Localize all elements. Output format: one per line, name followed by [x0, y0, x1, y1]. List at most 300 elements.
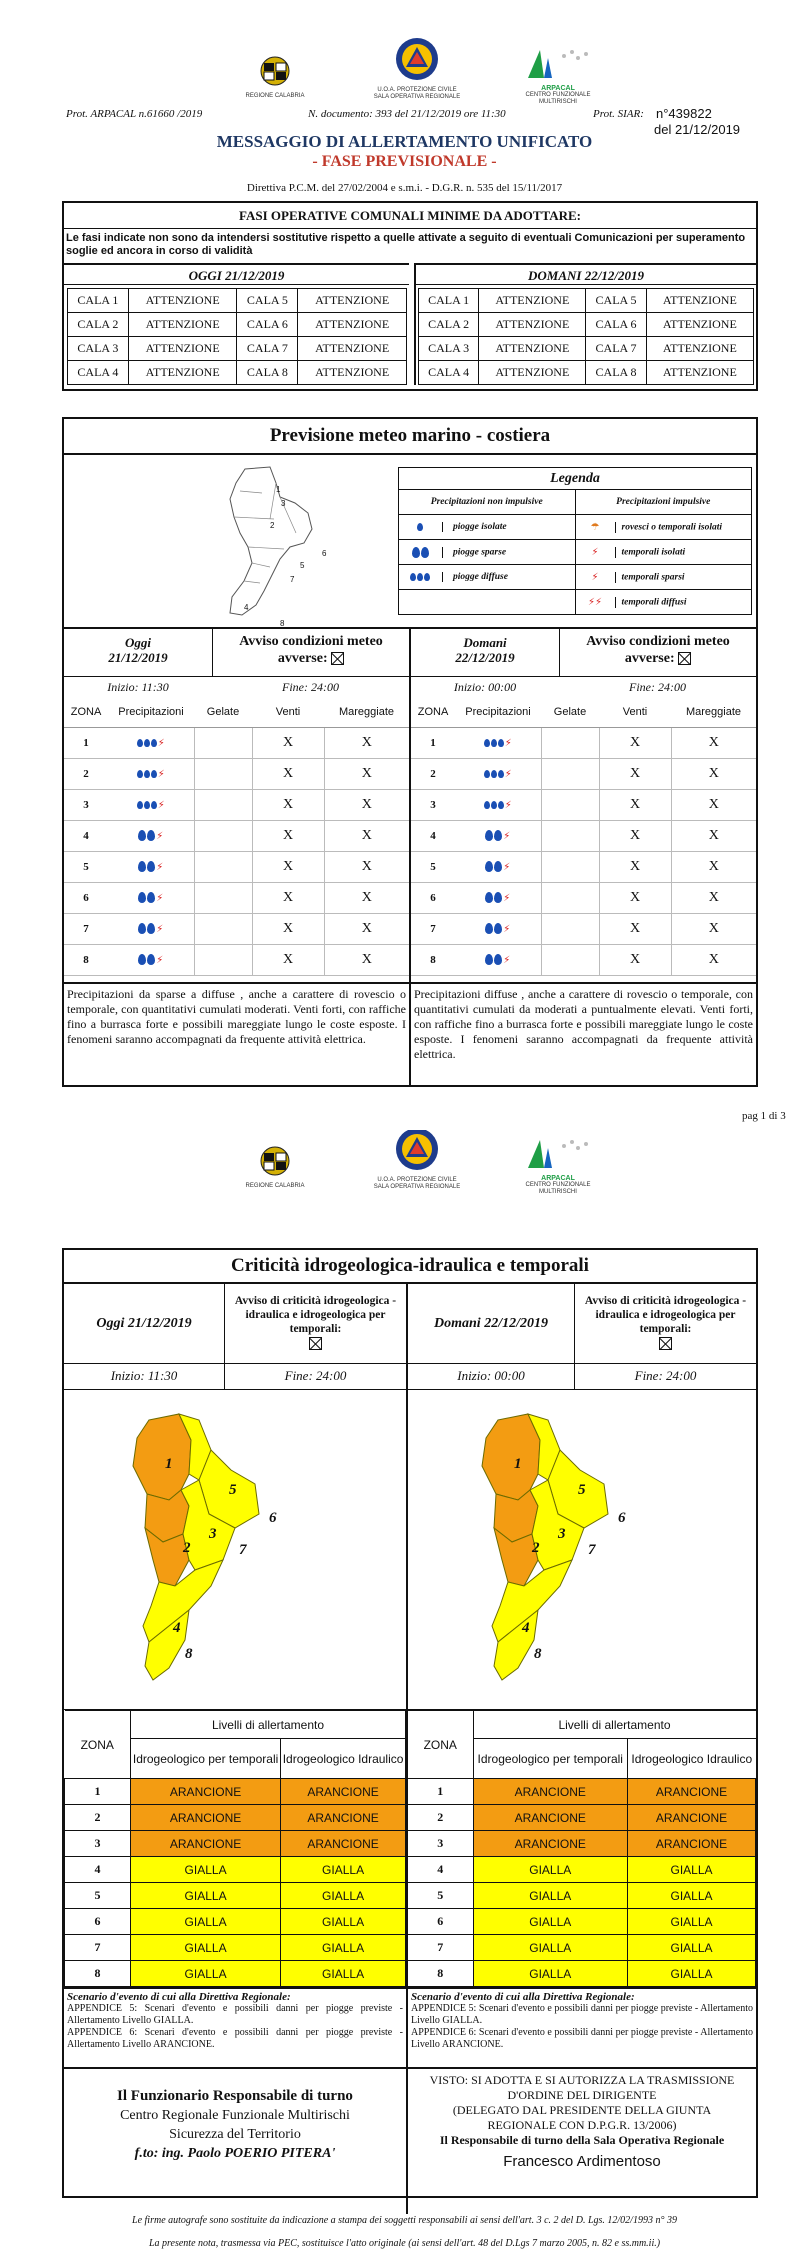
- legend-row: [399, 515, 752, 540]
- thunder-icon: ⚡⚡: [587, 596, 603, 608]
- meteo-zona: 8: [411, 944, 455, 975]
- prot-siar-label: Prot. SIAR:: [593, 108, 644, 120]
- fasi-zone: CALA 6: [237, 313, 298, 337]
- crit-row: [407, 1961, 756, 1987]
- drop-icon: [417, 573, 423, 581]
- crit-row: [65, 1909, 406, 1935]
- criticita-times-row: [64, 1364, 756, 1390]
- thunder-icon: ⚡: [504, 737, 512, 749]
- meteo-col-header: Mareggiate: [324, 697, 409, 727]
- meteo-gelate: [194, 758, 252, 789]
- fasi-zone: CALA 5: [586, 289, 646, 313]
- crit-level-b: GIALLA: [628, 1961, 756, 1987]
- meteo-zona: 3: [64, 789, 108, 820]
- meteo-row: [64, 820, 409, 851]
- meteo-venti: X: [252, 758, 324, 789]
- criticita-maps-row: [64, 1390, 756, 1710]
- crit-map-zone-label: 4: [173, 1620, 181, 1636]
- thunder-icon: ⚡: [504, 768, 512, 780]
- drop-icon: [137, 739, 143, 747]
- scenario-row: [64, 1987, 756, 2069]
- legend-col1-header: Precipitazioni non impulsive: [399, 490, 576, 515]
- legend-row: [399, 540, 752, 565]
- thunder-icon: ⚡: [591, 546, 599, 558]
- meteo-venti: X: [252, 820, 324, 851]
- scenario-title-domani: Scenario d'evento di cui alla Direttiva Regionale:: [411, 1991, 635, 2003]
- crit-zona: 3: [407, 1831, 473, 1857]
- drop-icon: [147, 892, 155, 903]
- meteo-gelate: [541, 727, 599, 758]
- thunder-icon: ⚡: [591, 571, 599, 583]
- map-zone-label: 7: [290, 575, 295, 584]
- meteo-precip-icons: [455, 789, 541, 820]
- meteo-row: [411, 913, 756, 944]
- meteo-precip-icons: [108, 820, 194, 851]
- crit-level-b: ARANCIONE: [628, 1805, 756, 1831]
- thunder-icon: ⚡: [156, 923, 164, 935]
- map-zone-label: 5: [300, 561, 305, 570]
- fasi-zone: CALA 7: [237, 337, 298, 361]
- meteo-venti: X: [252, 944, 324, 975]
- crit-level-a: GIALLA: [473, 1935, 628, 1961]
- prot-siar-date: del 21/12/2019: [654, 122, 741, 137]
- crit-livelli-header: Livelli di allertamento: [131, 1711, 406, 1739]
- drop-icon: [151, 801, 157, 809]
- legend-label: temporali sparsi: [621, 572, 685, 583]
- drop-icon: [494, 861, 502, 872]
- meteo-oggi-half: [64, 627, 409, 987]
- meteo-oggi-table: [64, 697, 409, 976]
- legend-row: [399, 590, 752, 615]
- crit-fine-domani: Fine: 24:00: [574, 1364, 756, 1389]
- crit-map-zone-label: 3: [209, 1526, 217, 1542]
- drop-icon: [484, 739, 490, 747]
- protezione-civile-logo: [362, 36, 472, 101]
- drop-icon: [412, 547, 420, 558]
- meteo-zona: 3: [411, 789, 455, 820]
- crit-level-b: ARANCIONE: [281, 1779, 406, 1805]
- regione-calabria-logo: [240, 54, 310, 100]
- meteo-precip-icons: [455, 882, 541, 913]
- crit-level-a: GIALLA: [131, 1909, 281, 1935]
- crit-zona: 6: [407, 1909, 473, 1935]
- drop-icon: [138, 830, 146, 841]
- fasi-domani-label: DOMANI 22/12/2019: [416, 263, 756, 285]
- visto-line6: Francesco Ardimentoso: [503, 2153, 661, 2170]
- fasi-title: FASI OPERATIVE COMUNALI MINIME DA ADOTTARE:: [64, 203, 756, 229]
- meteo-col-header: Gelate: [194, 697, 252, 727]
- regione-calabria-emblem-icon: [255, 1144, 295, 1178]
- fasi-zone: CALA 5: [237, 289, 298, 313]
- crit-level-b: GIALLA: [281, 1935, 406, 1961]
- meteo-gelate: [194, 789, 252, 820]
- meteo-row: [64, 789, 409, 820]
- map-zone-label: 2: [270, 521, 275, 530]
- meteo-row: [64, 913, 409, 944]
- meteo-col-header: ZONA: [64, 697, 108, 727]
- visto-line1: VISTO: SI ADOTTA E SI AUTORIZZA LA TRASMISSIONE: [429, 2073, 735, 2087]
- crit-level-b: ARANCIONE: [281, 1805, 406, 1831]
- n-documento: N. documento: 393 del 21/12/2019 ore 11:30: [308, 108, 506, 120]
- drop-icon: [485, 830, 493, 841]
- fasi-zone: CALA 2: [68, 313, 129, 337]
- fasi-operative-box: [62, 201, 758, 391]
- crit-zona-header: ZONA: [407, 1711, 473, 1779]
- crit-map-zone-label: 5: [578, 1482, 586, 1498]
- crit-map-zone-label: 1: [165, 1456, 173, 1472]
- crit-map-zone-label: 1: [514, 1456, 522, 1472]
- meteo-row: [64, 851, 409, 882]
- criticita-tables-row: [64, 1710, 756, 1987]
- funz-sign: f.to: ing. Paolo POERIO PITERA': [134, 2146, 336, 2161]
- drop-icon: [144, 770, 150, 778]
- crit-zona: 6: [65, 1909, 131, 1935]
- meteo-row: [411, 789, 756, 820]
- crit-domani-table: [406, 1710, 756, 1987]
- page-subtitle: - FASE PREVISIONALE -: [312, 153, 497, 170]
- meteo-zona: 2: [411, 758, 455, 789]
- criticita-header-row: [64, 1284, 756, 1364]
- drop-icon: [498, 739, 504, 747]
- meteo-domani-label: Domani: [463, 635, 507, 650]
- crit-level-a: GIALLA: [473, 1857, 628, 1883]
- crit-row: [65, 1857, 406, 1883]
- drop-icon: [485, 892, 493, 903]
- meteo-zona: 5: [64, 851, 108, 882]
- meteo-mareggiate: X: [671, 727, 756, 758]
- shower-icon: ☂: [590, 521, 600, 533]
- meteo-venti: X: [599, 882, 671, 913]
- crit-inizio-oggi: Inizio: 11:30: [110, 1368, 178, 1383]
- drop-icon: [144, 739, 150, 747]
- meteo-gelate: [194, 882, 252, 913]
- meteo-precip-icons: [455, 820, 541, 851]
- crit-level-a: GIALLA: [131, 1935, 281, 1961]
- crit-avviso-checkbox-icon: [659, 1337, 672, 1350]
- crit-zona: 2: [407, 1805, 473, 1831]
- legend-cell: [575, 515, 752, 540]
- meteo-gelate: [541, 758, 599, 789]
- fasi-phase: ATTENZIONE: [298, 313, 407, 337]
- prot-siar-value: n°439822: [656, 106, 712, 121]
- arpacal-emblem-icon: [518, 1134, 598, 1170]
- criticita-title: Criticità idrogeologica-idraulica e temporali: [64, 1250, 756, 1284]
- meteo-venti: X: [599, 944, 671, 975]
- fasi-zone: CALA 1: [68, 289, 129, 313]
- crit-level-b: GIALLA: [281, 1909, 406, 1935]
- calabria-risk-map-domani: [468, 1410, 648, 1700]
- thunder-icon: ⚡: [157, 737, 165, 749]
- meteo-precip-icons: [108, 851, 194, 882]
- meteo-row: [411, 820, 756, 851]
- meteo-row: [411, 758, 756, 789]
- fasi-zone: CALA 4: [419, 361, 479, 385]
- crit-domani-label: Domani 22/12/2019: [406, 1284, 574, 1363]
- meteo-venti: X: [252, 882, 324, 913]
- criticita-box: [62, 1248, 758, 2198]
- crit-col1-header: Idrogeologico per temporali: [473, 1739, 628, 1779]
- fasi-row: [419, 289, 754, 313]
- meteo-venti: X: [599, 789, 671, 820]
- meteo-mareggiate: X: [324, 944, 409, 975]
- meteo-mareggiate: X: [324, 727, 409, 758]
- drop-icon: [147, 923, 155, 934]
- drop-icon: [491, 770, 497, 778]
- legend-cell: [575, 590, 752, 615]
- map-zone-label: 6: [322, 549, 327, 558]
- meteo-precip-icons: [455, 944, 541, 975]
- logo-right-caption-1: ARPACAL: [541, 85, 575, 92]
- crit-row: [65, 1831, 406, 1857]
- meteo-mareggiate: X: [324, 789, 409, 820]
- crit-level-b: GIALLA: [281, 1883, 406, 1909]
- fasi-phase: ATTENZIONE: [646, 361, 753, 385]
- drop-icon: [494, 892, 502, 903]
- meteo-precip-icons: [108, 882, 194, 913]
- meteo-precip-icons: [455, 758, 541, 789]
- crit-avviso-checkbox-icon: [309, 1337, 322, 1350]
- scenario-app6-oggi: APPENDICE 6: Scenari d'evento e possibili danni per piogge previste - Allertamento Livello ARANCIONE.: [67, 2027, 403, 2050]
- meteo-title: Previsione meteo marino - costiera: [64, 419, 756, 455]
- meteo-venti: X: [599, 727, 671, 758]
- logo-bar-2: [0, 1130, 809, 1195]
- drop-icon: [484, 801, 490, 809]
- meteo-inizio-oggi: Inizio: 11:30: [107, 680, 169, 694]
- crit-zona: 5: [407, 1883, 473, 1909]
- fasi-zone: CALA 2: [419, 313, 479, 337]
- meteo-venti: X: [252, 913, 324, 944]
- fasi-phase: ATTENZIONE: [479, 313, 586, 337]
- crit-row: [65, 1779, 406, 1805]
- fasi-oggi-table: [67, 288, 407, 385]
- crit-zona: 1: [407, 1779, 473, 1805]
- fasi-zone: CALA 4: [68, 361, 129, 385]
- meteo-zona: 1: [64, 727, 108, 758]
- meteo-mareggiate: X: [671, 851, 756, 882]
- meteo-mareggiate: X: [324, 851, 409, 882]
- protezione-civile-emblem-icon: [394, 36, 440, 82]
- fasi-domani-table: [418, 288, 754, 385]
- meteo-desc-row: [64, 982, 756, 1085]
- logo-center-caption-2: SALA OPERATIVA REGIONALE: [373, 1184, 461, 1190]
- scenario-app5-oggi: APPENDICE 5: Scenari d'evento e possibili danni per piogge previste - Allertamento Livello GIALLA.: [67, 2003, 403, 2026]
- fasi-phase: ATTENZIONE: [298, 361, 407, 385]
- meteo-precip-icons: [455, 727, 541, 758]
- legend-label: piogge isolate: [453, 522, 507, 532]
- drop-icon: [485, 923, 493, 934]
- drop-icon: [410, 573, 416, 581]
- crit-map-zone-label: 5: [229, 1482, 237, 1498]
- crit-level-a: ARANCIONE: [473, 1831, 628, 1857]
- crit-level-b: ARANCIONE: [281, 1831, 406, 1857]
- meteo-precip-icons: [108, 789, 194, 820]
- crit-oggi-avviso: Avviso di criticità idrogeologica - idraulica e idrogeologica per temporali:: [234, 1295, 397, 1335]
- meteo-row: [411, 727, 756, 758]
- crit-level-a: ARANCIONE: [473, 1779, 628, 1805]
- crit-level-b: GIALLA: [281, 1857, 406, 1883]
- meteo-domani-table: [411, 697, 756, 976]
- fasi-zone: CALA 1: [419, 289, 479, 313]
- meteo-mareggiate: X: [671, 758, 756, 789]
- drop-icon: [498, 770, 504, 778]
- meteo-oggi-avviso-label: Avviso condizioni meteo avverse:: [239, 634, 383, 666]
- thunder-icon: ⚡: [503, 892, 511, 904]
- meteo-zona: 1: [411, 727, 455, 758]
- crit-zona: 8: [407, 1961, 473, 1987]
- crit-map-zone-label: 2: [532, 1540, 540, 1556]
- meteo-col-header: Venti: [252, 697, 324, 727]
- meteo-zona: 6: [411, 882, 455, 913]
- crit-domani-map-cell: [406, 1390, 756, 1709]
- drop-icon: [485, 954, 493, 965]
- fasi-row: [419, 337, 754, 361]
- crit-level-b: GIALLA: [628, 1857, 756, 1883]
- legend-cell: [399, 565, 576, 590]
- meteo-gelate: [194, 727, 252, 758]
- thunder-icon: ⚡: [503, 830, 511, 842]
- crit-row: [65, 1883, 406, 1909]
- meteo-oggi-label: Oggi: [125, 635, 151, 650]
- meteo-zona: 6: [64, 882, 108, 913]
- meteo-venti: X: [252, 789, 324, 820]
- crit-map-zone-label: 2: [183, 1540, 191, 1556]
- crit-map-zone-label: 3: [558, 1526, 566, 1542]
- crit-row: [407, 1935, 756, 1961]
- crit-map-zone-label: 8: [185, 1646, 193, 1662]
- meteo-gelate: [194, 851, 252, 882]
- meteo-precip-icons: [108, 758, 194, 789]
- scenario-title-oggi: Scenario d'evento di cui alla Direttiva Regionale:: [67, 1991, 291, 2003]
- crit-zona: 7: [65, 1935, 131, 1961]
- thunder-icon: ⚡: [503, 954, 511, 966]
- meteo-desc-oggi: Precipitazioni da sparse a diffuse , anche a carattere di rovescio o temporale, con quantitativi cumulati moderati. Venti forti, con raffiche fino a burrasca forte e possibili mareggiate lungo le coste esposte. I fenomeni saranno accompagnati da frequente attività elettrica.: [67, 987, 406, 1046]
- page-title: MESSAGGIO DI ALLERTAMENTO UNIFICATO: [216, 132, 593, 151]
- crit-level-a: GIALLA: [131, 1883, 281, 1909]
- drop-icon: [151, 770, 157, 778]
- calabria-outline-map: [200, 463, 350, 623]
- meteo-inizio-domani: Inizio: 00:00: [453, 680, 517, 694]
- fasi-phase: ATTENZIONE: [646, 313, 753, 337]
- calabria-risk-map-oggi: [119, 1410, 299, 1700]
- crit-map-zone-label: 7: [588, 1542, 596, 1558]
- meteo-row: [411, 851, 756, 882]
- meteo-col-header: Gelate: [541, 697, 599, 727]
- drop-icon: [494, 923, 502, 934]
- legend-cell: [399, 540, 576, 565]
- crit-level-a: ARANCIONE: [131, 1805, 281, 1831]
- drop-icon: [484, 770, 490, 778]
- meteo-domani-date: 22/12/2019: [455, 650, 515, 665]
- thunder-icon: ⚡: [156, 861, 164, 873]
- meteo-zona: 4: [64, 820, 108, 851]
- regione-calabria-emblem-icon: [255, 54, 295, 88]
- meteo-domani-half: [409, 627, 756, 987]
- meteo-col-header: Venti: [599, 697, 671, 727]
- crit-domani-avviso: Avviso di criticità idrogeologica - idraulica e idrogeologica per temporali:: [584, 1295, 747, 1335]
- meteo-precip-icons: [108, 727, 194, 758]
- arpacal-logo: [508, 44, 608, 106]
- visto-line2: D'ORDINE DEL DIRIGENTE: [507, 2088, 657, 2102]
- crit-level-a: ARANCIONE: [131, 1831, 281, 1857]
- legend-label: piogge diffuse: [453, 572, 508, 582]
- meteo-zona: 7: [64, 913, 108, 944]
- fasi-phase: ATTENZIONE: [128, 361, 237, 385]
- fasi-row: [68, 313, 407, 337]
- crit-level-b: ARANCIONE: [628, 1831, 756, 1857]
- thunder-icon: ⚡: [157, 799, 165, 811]
- crit-zona: 7: [407, 1935, 473, 1961]
- drop-icon: [137, 770, 143, 778]
- crit-zona: 3: [65, 1831, 131, 1857]
- arpacal-emblem-icon: [518, 44, 598, 80]
- meteo-mareggiate: X: [671, 882, 756, 913]
- avviso-checkbox-icon: [331, 652, 344, 665]
- crit-livelli-header: Livelli di allertamento: [473, 1711, 756, 1739]
- legend-row: [399, 565, 752, 590]
- drop-icon: [491, 801, 497, 809]
- fasi-phase: ATTENZIONE: [479, 361, 586, 385]
- crit-zona: 5: [65, 1883, 131, 1909]
- logo-right-caption-2: CENTRO FUNZIONALE MULTIRISCHI: [525, 1182, 591, 1195]
- meteo-mareggiate: X: [671, 913, 756, 944]
- fasi-note: Le fasi indicate non sono da intendersi sostitutive rispetto a quelle attivate a seguito di eventuali Comunicazioni per superamento soglie ed ancora in corso di validità: [66, 232, 746, 257]
- meteo-zona: 4: [411, 820, 455, 851]
- meteo-gelate: [194, 944, 252, 975]
- fasi-oggi-block: [64, 263, 409, 385]
- visto-line4: REGIONALE CON D.P.G.R. 13/2006): [487, 2118, 677, 2132]
- meteo-fine-domani: Fine: 24:00: [629, 680, 686, 694]
- crit-row: [65, 1805, 406, 1831]
- crit-level-b: ARANCIONE: [628, 1779, 756, 1805]
- fasi-phase: ATTENZIONE: [479, 289, 586, 313]
- fasi-oggi-label: OGGI 21/12/2019: [64, 263, 409, 285]
- legend-label: temporali isolati: [621, 547, 686, 558]
- meteo-precip-icons: [108, 913, 194, 944]
- meteo-domani-avviso-label: Avviso condizioni meteo avverse:: [586, 634, 730, 666]
- fasi-row: [68, 337, 407, 361]
- drop-icon: [138, 923, 146, 934]
- meteo-precip-icons: [455, 913, 541, 944]
- scenario-app5-domani: APPENDICE 5: Scenari d'evento e possibili danni per piogge previste - Allertamento Livello GIALLA.: [411, 2003, 753, 2026]
- visto-line5: Il Responsabile di turno della Sala Operativa Regionale: [439, 2133, 725, 2147]
- legend-cell: [575, 565, 752, 590]
- drop-icon: [138, 954, 146, 965]
- crit-fine-oggi: Fine: 24:00: [224, 1364, 406, 1389]
- prot-arpacal: Prot. ARPACAL n.61660 /2019: [66, 108, 203, 120]
- visto-line3: (DELEGATO DAL PRESIDENTE DELLA GIUNTA: [452, 2103, 712, 2117]
- meteo-gelate: [541, 789, 599, 820]
- map-zone-label: 4: [244, 603, 249, 612]
- crit-inizio-domani: Inizio: 00:00: [406, 1364, 574, 1389]
- fasi-row: [419, 361, 754, 385]
- meteo-venti: X: [599, 851, 671, 882]
- fasi-phase: ATTENZIONE: [128, 337, 237, 361]
- crit-map-zone-label: 7: [239, 1542, 247, 1558]
- protezione-civile-emblem-icon: [394, 1130, 440, 1172]
- drop-icon: [144, 801, 150, 809]
- footer-note-1: Le firme autografe sono sostituite da indicazione a stampa dei soggetti responsabili ai sensi dell'art. 3 c. 2 del D. Lgs. 12/02/1993 n° 39: [132, 2215, 677, 2226]
- fasi-phase: ATTENZIONE: [298, 289, 407, 313]
- meteo-col-header: ZONA: [411, 697, 455, 727]
- meteo-venti: X: [599, 820, 671, 851]
- meteo-top-area: [64, 455, 756, 627]
- thunder-icon: ⚡: [504, 799, 512, 811]
- crit-level-a: GIALLA: [473, 1909, 628, 1935]
- meteo-mareggiate: X: [671, 944, 756, 975]
- map-zone-label: 8: [280, 619, 285, 628]
- crit-level-a: ARANCIONE: [131, 1779, 281, 1805]
- fasi-zone: CALA 6: [586, 313, 646, 337]
